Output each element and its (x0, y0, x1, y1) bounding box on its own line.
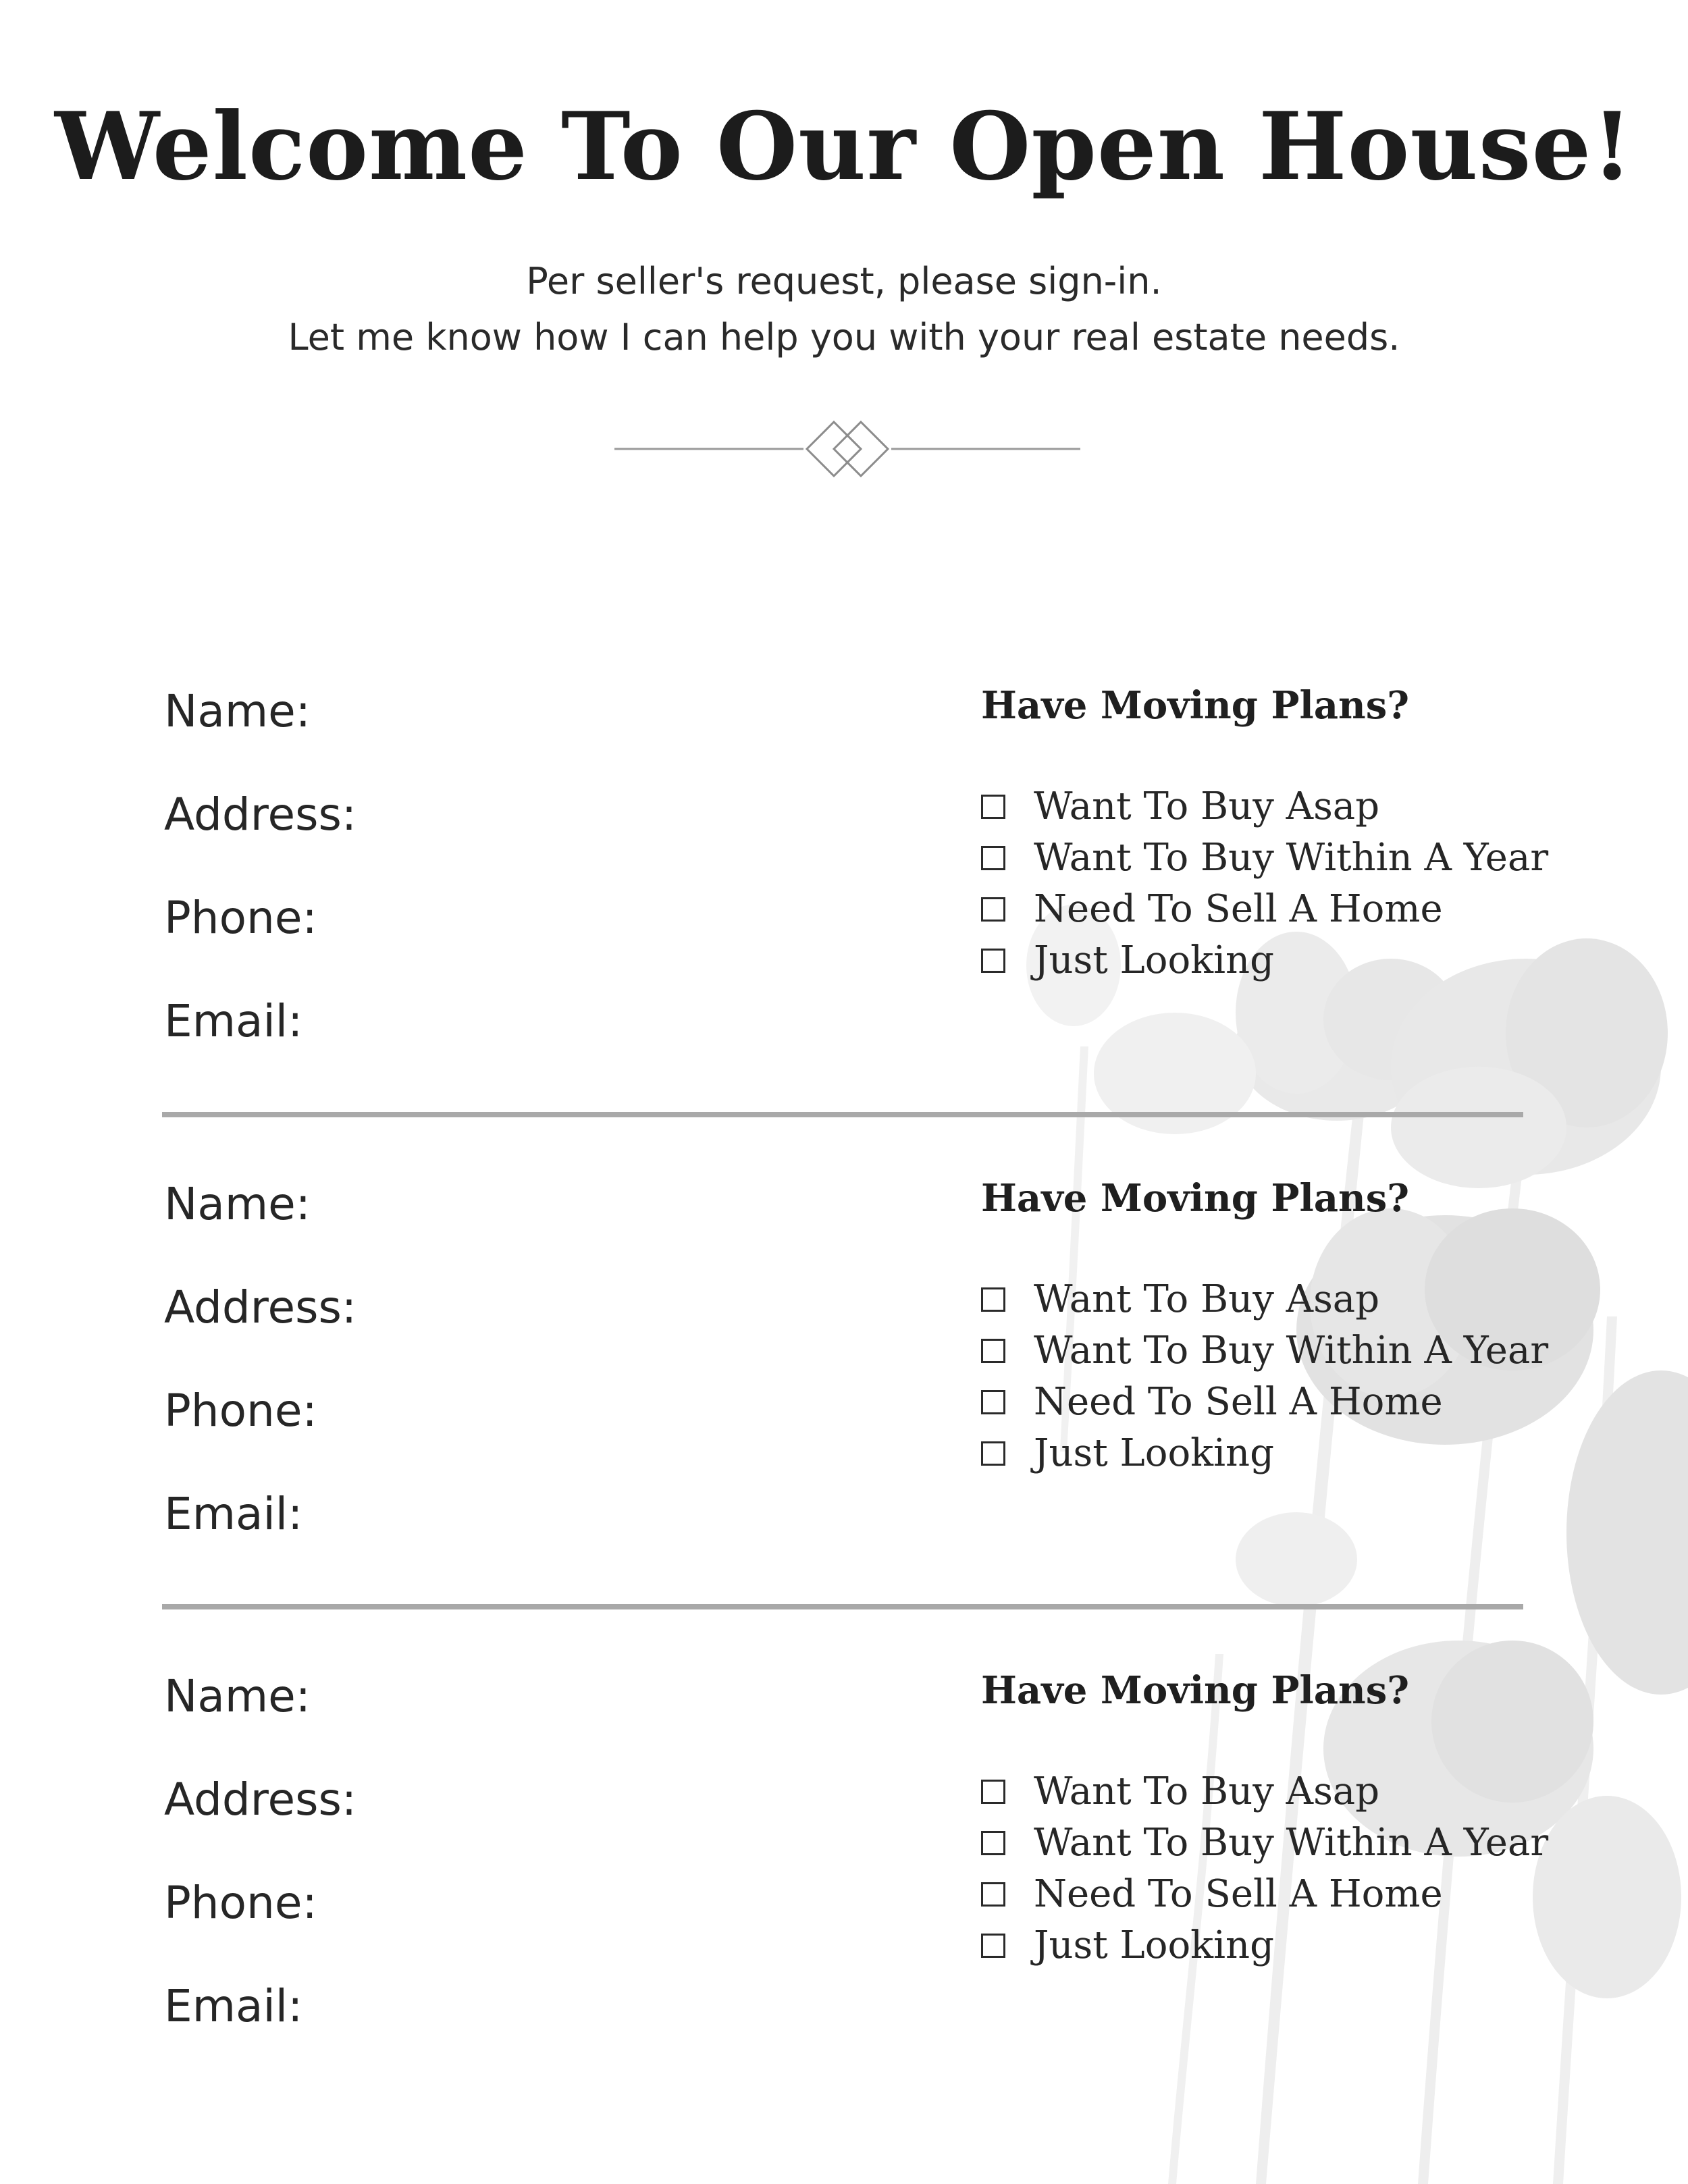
checkbox[interactable] (981, 949, 1005, 973)
checkbox[interactable] (981, 1287, 1005, 1312)
option-label: Just Looking (1034, 938, 1274, 982)
checkbox[interactable] (981, 1339, 1005, 1363)
option-buy-within-year[interactable] (981, 1329, 1548, 1373)
phone-label[interactable]: Phone: (164, 1385, 317, 1437)
name-label[interactable]: Name: (164, 685, 311, 737)
checkbox[interactable] (981, 1934, 1005, 1958)
subtitle-line-2: Let me know how I can help you with your real estate needs. (288, 316, 1400, 358)
address-label[interactable]: Address: (164, 1281, 357, 1333)
checkbox[interactable] (981, 1441, 1005, 1466)
option-sell-home[interactable] (981, 1380, 1443, 1424)
option-sell-home[interactable] (981, 887, 1443, 931)
option-label: Want To Buy Within A Year (1034, 836, 1549, 880)
option-buy-asap[interactable] (981, 1277, 1379, 1321)
address-label[interactable]: Address: (164, 1774, 357, 1826)
page-title: Welcome To Our Open House! (55, 91, 1633, 201)
option-buy-asap[interactable] (981, 784, 1379, 828)
section-divider (162, 1604, 1523, 1609)
checkbox[interactable] (981, 795, 1005, 819)
moving-plans-title: Have Moving Plans? (981, 683, 1410, 728)
option-just-looking[interactable] (981, 1431, 1274, 1475)
sign-in-entry-3 (0, 1653, 1688, 2119)
option-label: Need To Sell A Home (1034, 1380, 1443, 1424)
option-label: Just Looking (1034, 1431, 1274, 1475)
phone-label[interactable]: Phone: (164, 892, 317, 944)
address-label[interactable]: Address: (164, 789, 357, 841)
name-label[interactable]: Name: (164, 1178, 311, 1230)
checkbox[interactable] (981, 1831, 1005, 1855)
option-label: Want To Buy Asap (1034, 784, 1380, 828)
checkbox[interactable] (981, 846, 1005, 870)
sign-in-entry-2 (0, 1161, 1688, 1627)
sign-in-entry-1 (0, 668, 1688, 1134)
option-buy-asap[interactable] (981, 1769, 1379, 1813)
option-label: Need To Sell A Home (1034, 887, 1443, 931)
subtitle-line-1: Per seller's request, please sign-in. (526, 260, 1162, 302)
option-label: Want To Buy Within A Year (1034, 1821, 1549, 1865)
email-label[interactable]: Email: (164, 995, 303, 1047)
checkbox[interactable] (981, 1780, 1005, 1804)
option-label: Need To Sell A Home (1034, 1872, 1443, 1916)
option-just-looking[interactable] (981, 938, 1274, 982)
email-label[interactable]: Email: (164, 1488, 303, 1540)
name-label[interactable]: Name: (164, 1670, 311, 1722)
option-buy-within-year[interactable] (981, 1821, 1548, 1865)
option-sell-home[interactable] (981, 1872, 1443, 1916)
checkbox[interactable] (981, 1882, 1005, 1907)
diamond-ornament (614, 419, 1080, 479)
option-buy-within-year[interactable] (981, 836, 1548, 880)
section-divider (162, 1112, 1523, 1117)
moving-plans-title: Have Moving Plans? (981, 1176, 1410, 1221)
option-label: Want To Buy Within A Year (1034, 1329, 1549, 1373)
option-label: Want To Buy Asap (1034, 1769, 1380, 1813)
option-label: Want To Buy Asap (1034, 1277, 1380, 1321)
email-label[interactable]: Email: (164, 1980, 303, 2032)
checkbox[interactable] (981, 897, 1005, 922)
option-just-looking[interactable] (981, 1923, 1274, 1967)
option-label: Just Looking (1034, 1923, 1274, 1967)
phone-label[interactable]: Phone: (164, 1877, 317, 1929)
moving-plans-title: Have Moving Plans? (981, 1668, 1410, 1713)
checkbox[interactable] (981, 1390, 1005, 1414)
